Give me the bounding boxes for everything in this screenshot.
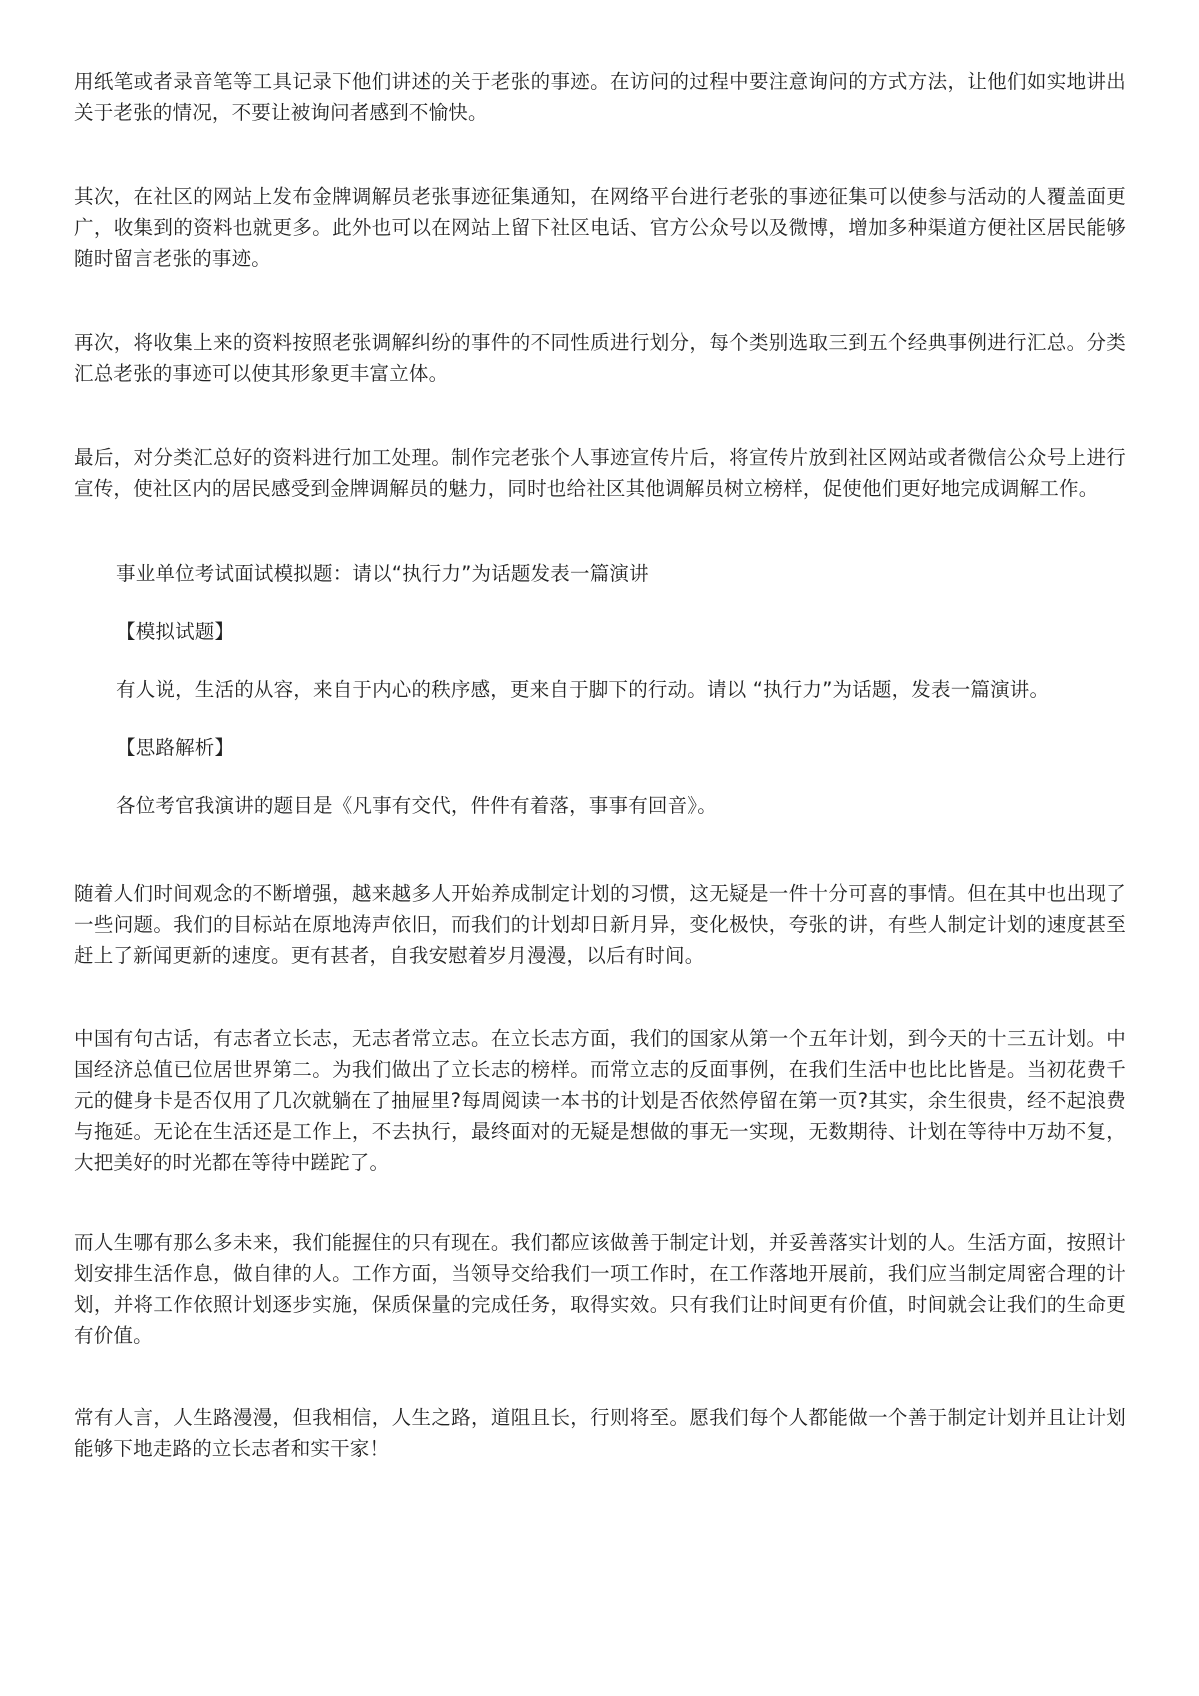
paragraph-processing: 最后，对分类汇总好的资料进行加工处理。制作完老张个人事迹宣传片后，将宣传片放到社区网站或者微信公众号上进行宣传，使社区内的居民感受到金牌调解员的魅力，同时也给社区其他调解员树立榜样，促使他们更好地完成调解工作。: [74, 446, 1126, 500]
paragraph-conclusion: 常有人言，人生路漫漫，但我相信，人生之路，道阻且长，行则将至。愿我们每个人都能做一个善于制定计划并且让计划能够下地走路的立长志者和实干家！: [74, 1406, 1126, 1460]
section-heading-analysis: 【思路解析】: [116, 736, 235, 759]
section-heading-mock-question: 【模拟试题】: [116, 620, 235, 643]
paragraph-classification: 再次，将收集上来的资料按照老张调解纠纷的事件的不同性质进行划分，每个类别选取三到五个经典事例进行汇总。分类汇总老张的事迹可以使其形象更丰富立体。: [74, 331, 1126, 385]
paragraph-interview-recording: 用纸笔或者录音笔等工具记录下他们讲述的关于老张的事迹。在访问的过程中要注意询问的方式方法，让他们如实地讲出关于老张的情况，不要让被询问者感到不愉快。: [74, 70, 1126, 124]
paragraph-long-term-goals: 中国有句古话，有志者立长志，无志者常立志。在立长志方面，我们的国家从第一个五年计划，到今天的十三五计划。中国经济总值已位居世界第二。为我们做出了立长志的榜样。而常立志的反面事例，在我们生活中也比比皆是。当初花费千元的健身卡是否仅用了几次就躺在了抽屉里?每周阅读一本书的计划是否依然停留在第一页?其实，余生很贵，经不起浪费与拖延。无论在生活还是工作上，不去执行，最终面对的无疑是想做的事无一实现，无数期待、计划在等待中万劫不复，大把美好的时光都在等待中蹉跎了。: [74, 1027, 1126, 1174]
exam-question-title: 事业单位考试面试模拟题：请以“执行力”为话题发表一篇演讲: [116, 562, 649, 585]
speech-title: 各位考官我演讲的题目是《凡事有交代，件件有着落，事事有回音》。: [116, 794, 717, 817]
paragraph-website-collection: 其次，在社区的网站上发布金牌调解员老张事迹征集通知，在网络平台进行老张的事迹征集可以使参与活动的人覆盖面更广，收集到的资料也就更多。此外也可以在网站上留下社区电话、官方公众号以及微博，增加多种渠道方便社区居民能够随时留言老张的事迹。: [74, 185, 1126, 270]
question-prompt: 有人说，生活的从容，来自于内心的秩序感，更来自于脚下的行动。请以 “执行力”为话题，发表一篇演讲。: [116, 678, 1050, 701]
paragraph-seize-present: 而人生哪有那么多未来，我们能握住的只有现在。我们都应该做善于制定计划，并妥善落实计划的人。生活方面，按照计划安排生活作息，做自律的人。工作方面，当领导交给我们一项工作时，在工作落地开展前，我们应当制定周密合理的计划，并将工作依照计划逐步实施，保质保量的完成任务，取得实效。只有我们让时间更有价值，时间就会让我们的生命更有价值。: [74, 1231, 1126, 1347]
paragraph-time-awareness: 随着人们时间观念的不断增强，越来越多人开始养成制定计划的习惯，这无疑是一件十分可喜的事情。但在其中也出现了一些问题。我们的目标站在原地涛声依旧，而我们的计划却日新月异，变化极快，夸张的讲，有些人制定计划的速度甚至赶上了新闻更新的速度。更有甚者，自我安慰着岁月漫漫，以后有时间。: [74, 882, 1126, 967]
